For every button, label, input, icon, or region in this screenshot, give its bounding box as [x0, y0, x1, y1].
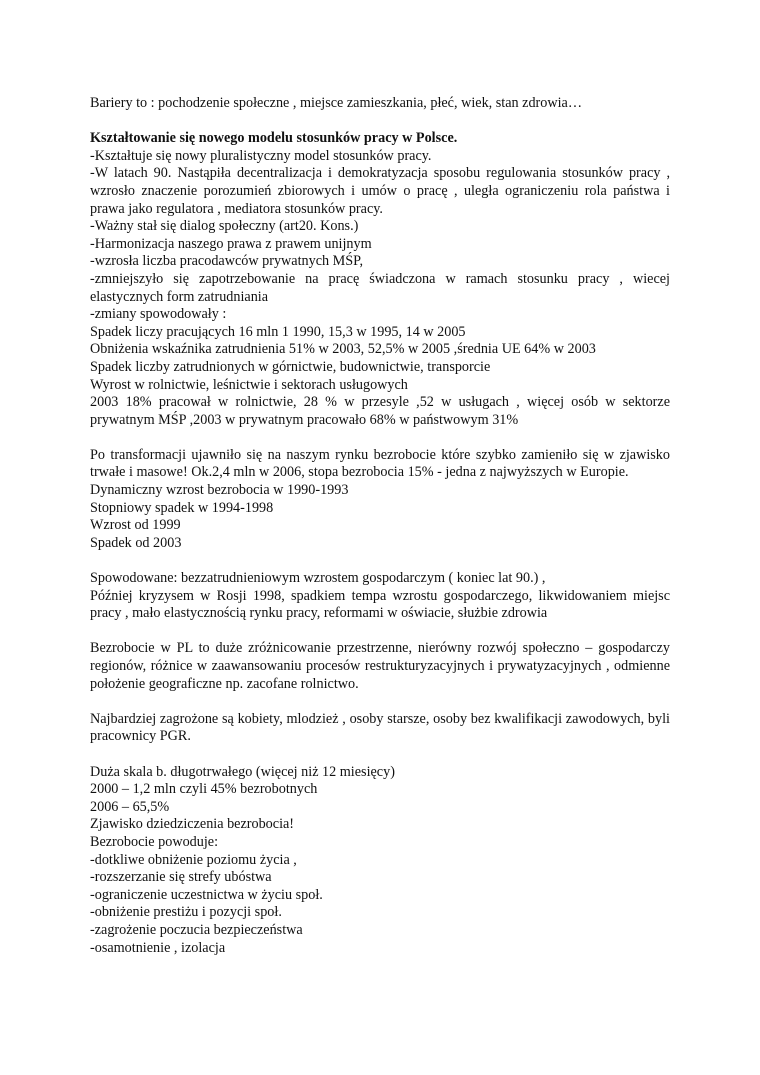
- list-item: -dotkliwe obniżenie poziomu życia ,: [90, 851, 297, 868]
- paragraph-gap: [90, 113, 670, 131]
- text-line: -zmiany spowodowały :: [90, 306, 227, 323]
- text-paragraph: Bezrobocie w PL to duże zróżnicowanie przestrzenne, nierówny rozwój społeczno – gospodarczy regionów, różnice w zaawansowaniu procesów restrukturyzacyjnych i prywatyzacyjnych , odmienne położenie geograficzne np. zacofane rolnictwo.: [90, 640, 670, 692]
- text-line: Dynamiczny wzrost bezrobocia w 1990-1993: [90, 482, 349, 499]
- text-paragraph: Najbardziej zagrożone są kobiety, mlodzież , osoby starsze, osoby bez kwalifikacji zawodowych, byli pracownicy PGR.: [90, 710, 670, 745]
- list-item: -osamotnienie , izolacja: [90, 939, 226, 956]
- paragraph-gap: [90, 693, 670, 711]
- text-line: Duża skala b. długotrwałego (więcej niż 12 miesięcy): [90, 763, 395, 780]
- paragraph-gap: [90, 552, 670, 570]
- list-item: -ograniczenie uczestnictwa w życiu społ.: [90, 886, 323, 903]
- text-paragraph: Po transformacji ujawniło się na naszym rynku bezrobocie które szybko zamieniło się w zjawisko trwałe i masowe! Ok.2,4 mln w 2006, stopa bezrobocia 15% - jedna z najwyższych w Europie.: [90, 446, 670, 481]
- text-line: 2006 – 65,5%: [90, 798, 170, 815]
- text-line: Spowodowane: bezzatrudnieniowym wzrostem gospodarczym ( koniec lat 90.) ,: [90, 570, 546, 587]
- text-line: 2000 – 1,2 mln czyli 45% bezrobotnych: [90, 781, 318, 798]
- text-line: Wyrost w rolnictwie, leśnictwie i sektorach usługowych: [90, 376, 408, 393]
- text-line: Wzrost od 1999: [90, 517, 181, 534]
- list-item: -rozszerzanie się strefy ubóstwa: [90, 869, 272, 886]
- text-line: Spadek liczby zatrudnionych w górnictwie, budownictwie, transporcie: [90, 358, 491, 375]
- text-paragraph: -W latach 90. Nastąpiła decentralizacja i demokratyzacja sposobu regulowania stosunków pracy , wzrosło znaczenie porozumień zbiorowych i umów o pracę , uległa ograniczeniu rola państwa i prawa jako regulatora , mediatora stosunków pracy.: [90, 165, 670, 217]
- text-line: Bezrobocie powoduje:: [90, 833, 219, 850]
- text-line: Spadek liczy pracujących 16 mln 1 1990, 15,3 w 1995, 14 w 2005: [90, 323, 466, 340]
- text-line: Obniżenia wskaźnika zatrudnienia 51% w 2003, 52,5% w 2005 ,średnia UE 64% w 2003: [90, 341, 596, 358]
- text-line: -Kształtuje się nowy pluralistyczny model stosunków pracy.: [90, 147, 432, 164]
- text-line: Stopniowy spadek w 1994-1998: [90, 499, 274, 516]
- paragraph-gap: [90, 429, 670, 447]
- text-paragraph: 2003 18% pracował w rolnictwie, 28 % w przesyle ,52 w usługach , więcej osób w sektorze prywatnym MŚP ,2003 w prywatnym pracowało 68% w państwowym 31%: [90, 394, 670, 428]
- text-line: -wzrosła liczba pracodawców prywatnych MŚP,: [90, 253, 364, 270]
- section-heading: Kształtowanie się nowego modelu stosunków pracy w Polsce.: [90, 130, 458, 147]
- text-paragraph: -zmniejszyło się zapotrzebowanie na pracę świadczona w ramach stosunku pracy , wiecej elastycznych form zatrudniania: [90, 270, 670, 305]
- text-paragraph: Później kryzysem w Rosji 1998, spadkiem tempa wzrostu gospodarczego, likwidowaniem miejsc pracy , mało elastycznością rynku pracy, reformami w oświacie, służbie zdrowia: [90, 587, 670, 622]
- paragraph-gap: [90, 746, 670, 764]
- text-line: Zjawisko dziedziczenia bezrobocia!: [90, 816, 295, 833]
- text-line: Spadek od 2003: [90, 534, 182, 551]
- paragraph-gap: [90, 623, 670, 641]
- text-line: -Ważny stał się dialog społeczny (art20. Kons.): [90, 218, 359, 235]
- list-item: -zagrożenie poczucia bezpieczeństwa: [90, 921, 303, 938]
- text-line: -Harmonizacja naszego prawa z prawem unijnym: [90, 235, 372, 252]
- intro-line: Bariery to : pochodzenie społeczne , miejsce zamieszkania, płeć, wiek, stan zdrowia…: [90, 95, 583, 111]
- list-item: -obniżenie prestiżu i pozycji społ.: [90, 904, 282, 921]
- document-page: [90, 95, 670, 957]
